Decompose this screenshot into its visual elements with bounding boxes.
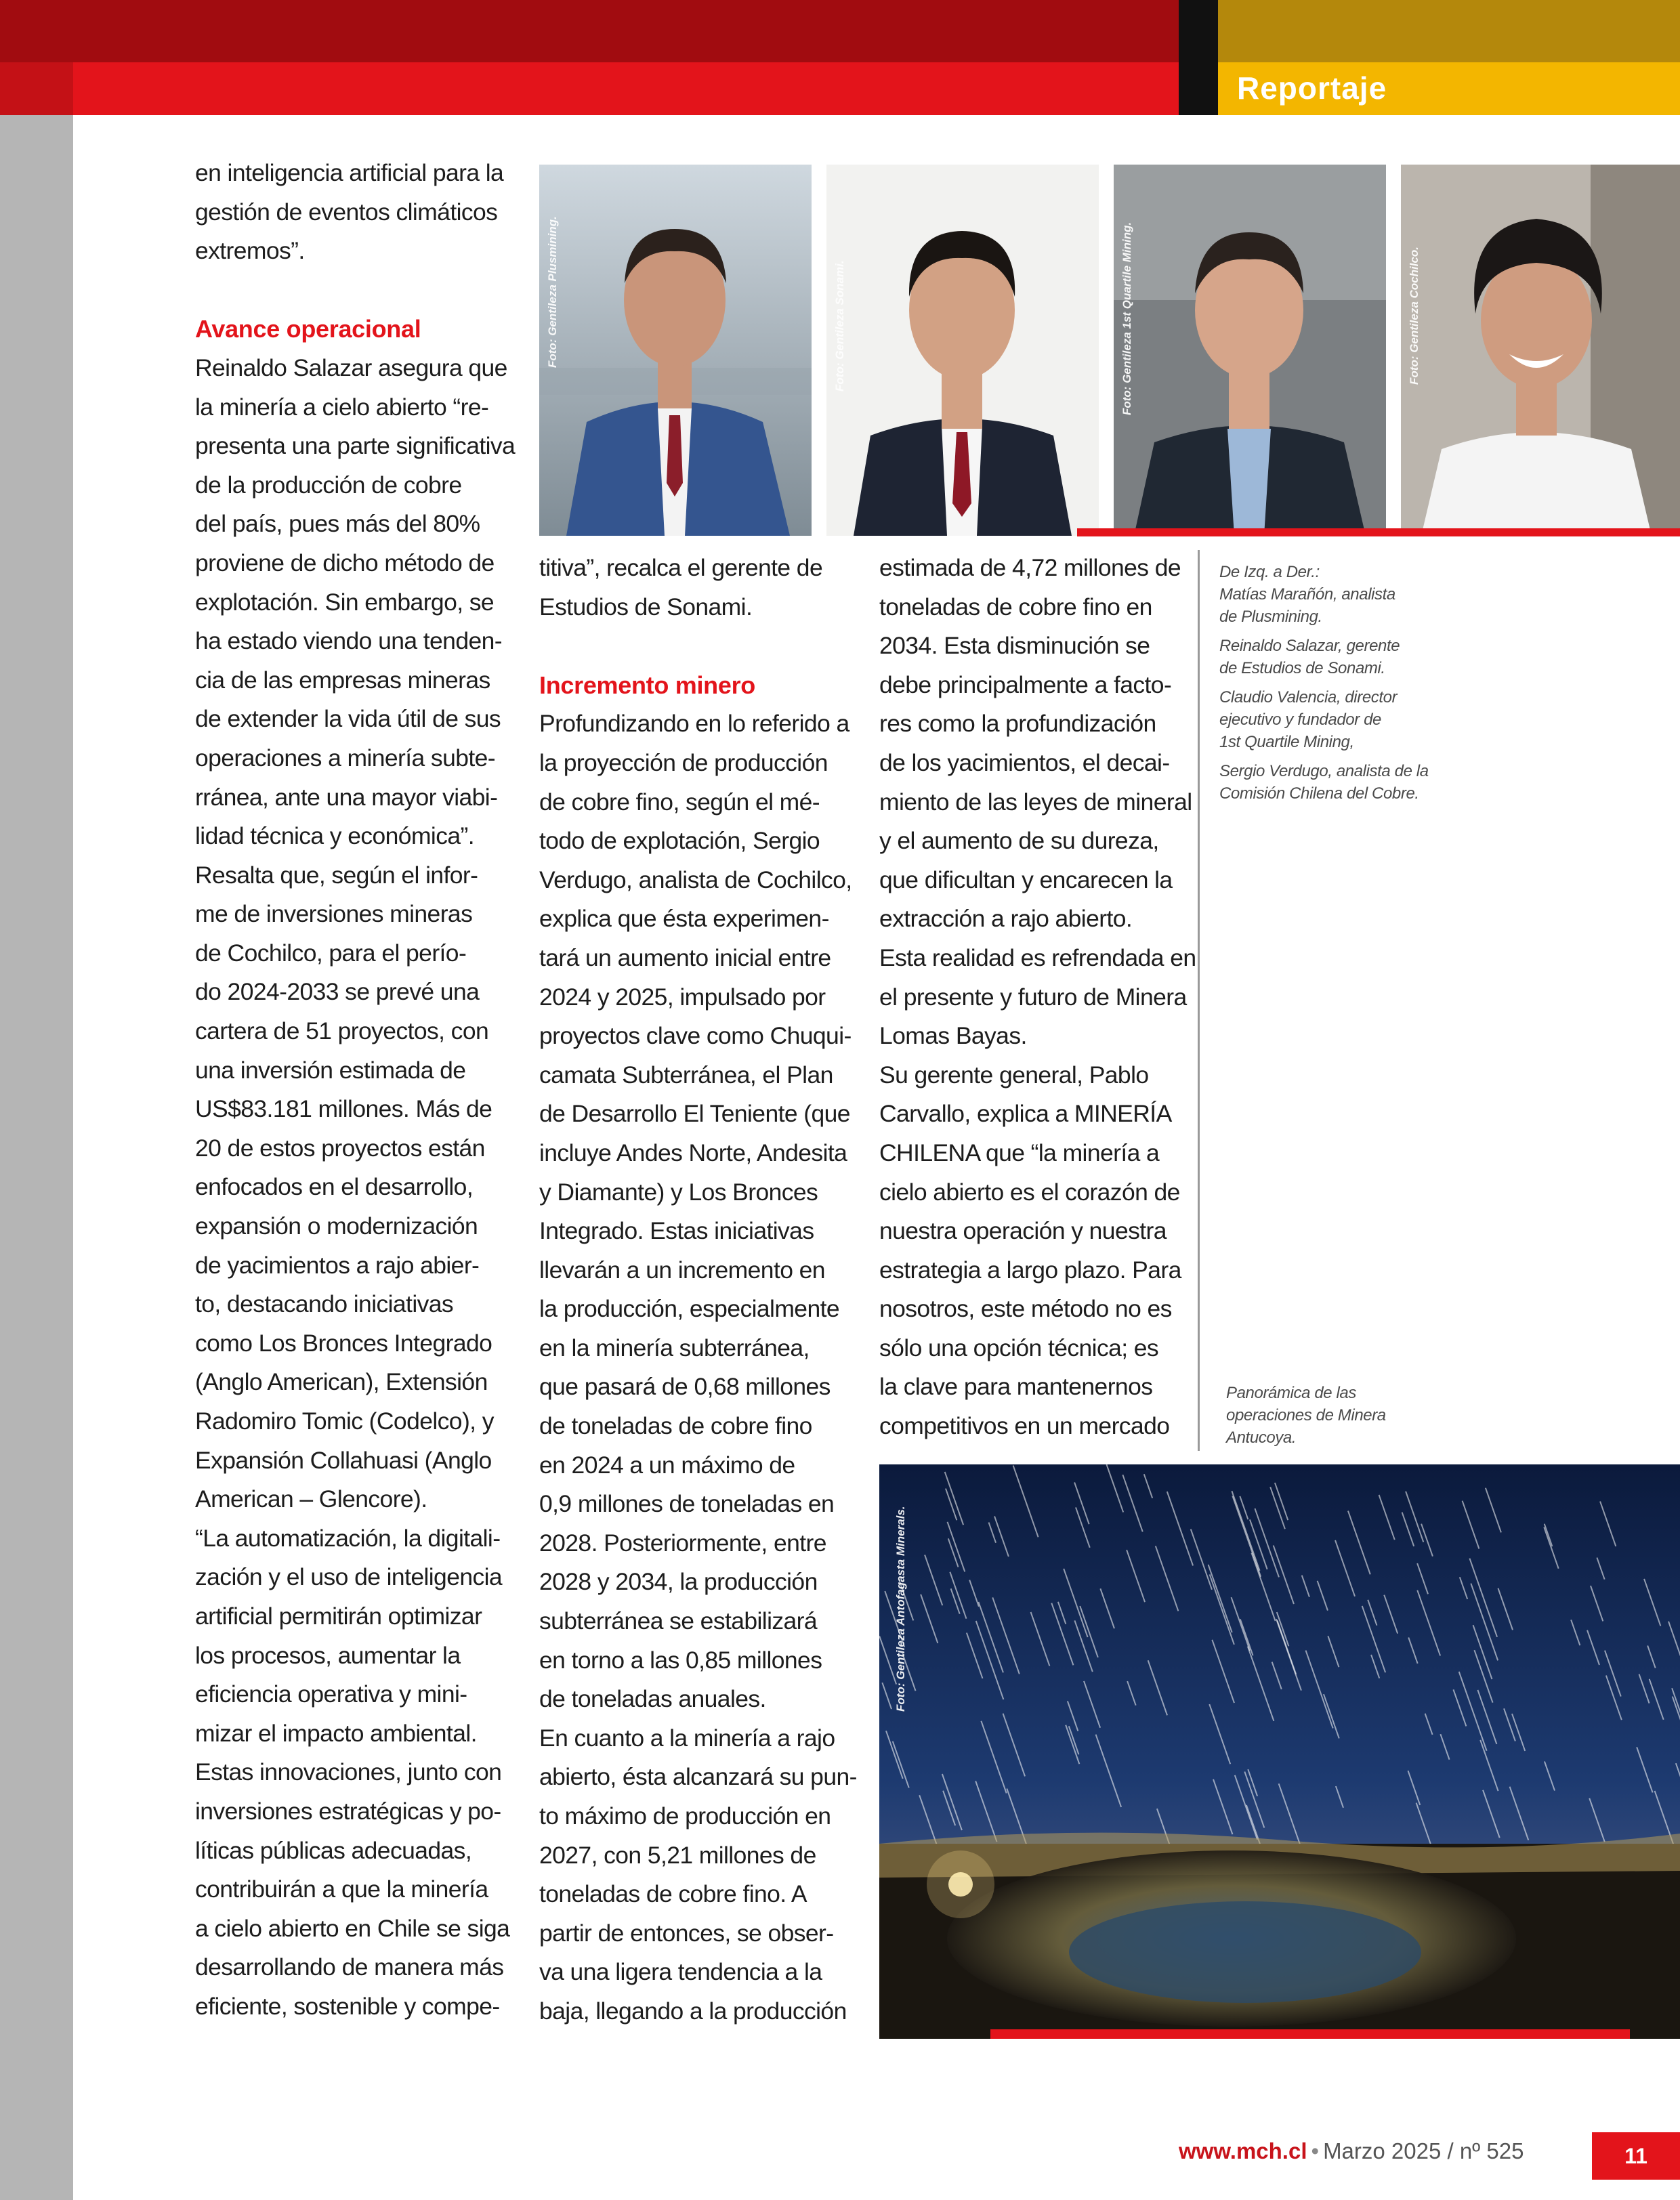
body-text-line: 2028. Posteriormente, entre: [539, 1529, 826, 1557]
body-text-line: Expansión Collahuasi (Anglo: [195, 1446, 492, 1474]
col2-intro: [539, 549, 844, 627]
page-number: 11: [1592, 2132, 1680, 2180]
body-text-line: la producción, especialmente: [539, 1295, 840, 1323]
body-text-line: en torno a las 0,85 millones: [539, 1646, 822, 1674]
header-bar-dark: [0, 0, 1179, 62]
section-label: Reportaje: [1237, 70, 1387, 106]
body-text-line: inversiones estratégicas y po-: [195, 1797, 501, 1825]
body-text-line: titiva”, recalca el gerente de: [539, 554, 823, 581]
body-text-line: toneladas de cobre fino en: [879, 593, 1152, 620]
body-text-line: incluye Andes Norte, Andesita: [539, 1139, 847, 1166]
left-frame: [0, 62, 73, 2200]
body-text-line: enfocados en el desarrollo,: [195, 1173, 474, 1201]
body-text-line: Resalta que, según el infor-: [195, 861, 478, 889]
body-text-line: nosotros, este método no es: [879, 1295, 1172, 1323]
body-text-line: de toneladas de cobre fino: [539, 1412, 812, 1440]
body-text-line: de la producción de cobre: [195, 471, 462, 499]
body-text-line: to máximo de producción en: [539, 1802, 831, 1829]
col2-body: [539, 704, 857, 2031]
body-text-line: expansión o modernización: [195, 1212, 478, 1240]
caption-people: [1219, 561, 1429, 811]
body-text-line: res como la profundización: [879, 710, 1156, 738]
heading-avance-operacional: Avance operacional: [195, 315, 421, 343]
footer-issue: Marzo 2025 / nº 525: [1323, 2138, 1524, 2163]
body-text-line: desarrollando de manera más: [195, 1953, 504, 1981]
body-text-line: explica que ésta experimen-: [539, 905, 829, 933]
body-text-line: eficiencia operativa y mini-: [195, 1680, 467, 1708]
body-text-line: me de inversiones mineras: [195, 900, 473, 928]
body-text-line: estimada de 4,72 millones de: [879, 554, 1181, 581]
photo-credit: Foto: Gentileza Plusmining.: [546, 216, 559, 368]
body-text-line: abierto, ésta alcanzará su pun-: [539, 1763, 857, 1791]
caption-mine: [1226, 1382, 1386, 1449]
body-text-line: el presente y futuro de Minera: [879, 983, 1187, 1011]
caption-divider: [1198, 550, 1200, 1451]
body-text-line: rránea, ante una mayor viabi-: [195, 783, 498, 811]
body-text-line: de extender la vida útil de sus: [195, 705, 501, 733]
body-text-line: En cuanto a la minería a rajo: [539, 1724, 835, 1752]
text-column-1: [195, 154, 516, 2027]
body-text-line: Estas innovaciones, junto con: [195, 1758, 502, 1786]
body-text-line: que dificultan y encarecen la: [879, 866, 1173, 893]
header-bar-gold: [1218, 0, 1680, 62]
body-text-line: Radomiro Tomic (Codelco), y: [195, 1408, 494, 1435]
caption-entry: Sergio Verdugo, analista de la Comisión Chilena del Cobre.: [1219, 762, 1429, 803]
body-text-line: competitivos en un mercado: [879, 1412, 1170, 1440]
photo-credit: Foto: Gentileza 1st Quartile Mining.: [1120, 221, 1133, 415]
body-text-line: subterránea se estabilizará: [539, 1607, 818, 1635]
body-text-line: Lomas Bayas.: [879, 1022, 1027, 1050]
body-text-line: proyectos clave como Chuqui-: [539, 1022, 852, 1050]
body-text-line: toneladas de cobre fino. A: [539, 1880, 807, 1908]
portrait-photo-quartile: [1114, 165, 1386, 536]
body-text-line: presenta una parte significativa: [195, 432, 516, 460]
text-column-3: [879, 549, 1196, 1446]
body-text-line: los procesos, aumentar la: [195, 1641, 461, 1669]
caption-line: Antucoya.: [1226, 1429, 1297, 1447]
body-text-line: todo de explotación, Sergio: [539, 827, 820, 855]
body-text-line: de yacimientos a rajo abier-: [195, 1251, 480, 1279]
body-text-line: Profundizando en lo referido a: [539, 710, 849, 738]
body-text-line: 20 de estos proyectos están: [195, 1134, 485, 1162]
body-text-line: en la minería subterránea,: [539, 1334, 810, 1361]
body-text-line: Esta realidad es refrendada en: [879, 944, 1196, 971]
photo-credit: Foto: Gentileza Cochilco.: [1408, 246, 1421, 385]
body-text-line: y Diamante) y Los Bronces: [539, 1178, 818, 1206]
body-text-line: sólo una opción técnica; es: [879, 1334, 1159, 1361]
body-text-line: 2034. Esta disminución se: [879, 632, 1150, 660]
col1-body: [195, 349, 516, 2027]
body-text-line: una inversión estimada de: [195, 1056, 466, 1084]
body-text-line: y el aumento de su dureza,: [879, 827, 1159, 855]
body-text-line: nuestra operación y nuestra: [879, 1217, 1167, 1245]
body-text-line: cartera de 51 proyectos, con: [195, 1017, 489, 1045]
caption-entry: De Izq. a Der.: Matías Marañón, analista de Plusmining.: [1219, 563, 1395, 626]
body-text-line: baja, llegando a la producción: [539, 1997, 847, 2025]
col3-body: [879, 549, 1196, 1446]
photo-credit: Foto: Gentileza Antofagasta Minerals.: [894, 1506, 907, 1712]
mine-night-photo: [879, 1464, 1680, 2039]
body-text-line: tará un aumento inicial entre: [539, 944, 831, 971]
body-text-line: Verdugo, analista de Cochilco,: [539, 866, 852, 893]
body-text-line: eficiente, sostenible y compe-: [195, 1992, 500, 2020]
body-text-line: como Los Bronces Integrado: [195, 1329, 492, 1357]
body-text-line: to, destacando iniciativas: [195, 1290, 454, 1318]
footer: [1179, 2136, 1524, 2167]
body-text-line: debe principalmente a facto-: [879, 671, 1172, 698]
body-text-line: Integrado. Estas iniciativas: [539, 1217, 814, 1245]
body-text-line: extracción a rajo abierto.: [879, 905, 1133, 933]
body-text-line: 2028 y 2034, la producción: [539, 1568, 818, 1596]
caption-entry: Claudio Valencia, director ejecutivo y fundador de 1st Quartile Mining,: [1219, 688, 1398, 751]
body-text-line: 2027, con 5,21 millones de: [539, 1841, 816, 1869]
body-text-line: de cobre fino, según el mé-: [539, 788, 820, 816]
body-text-line: ha estado viendo una tenden-: [195, 627, 502, 655]
text-column-2: [539, 549, 857, 2031]
body-text-line: proviene de dicho método de: [195, 549, 495, 576]
body-text-line: cielo abierto es el corazón de: [879, 1178, 1180, 1206]
caption-entry: Reinaldo Salazar, gerente de Estudios de Sonami.: [1219, 637, 1400, 677]
body-text-line: Su gerente general, Pablo: [879, 1061, 1149, 1088]
body-text-line: la clave para mantenernos: [879, 1373, 1153, 1401]
body-text-line: Reinaldo Salazar asegura que: [195, 354, 507, 381]
body-text-line: lidad técnica y económica”.: [195, 822, 474, 850]
body-text-line: a cielo abierto en Chile se siga: [195, 1914, 510, 1942]
body-text-line: estrategia a largo plazo. Para: [879, 1256, 1181, 1284]
photo-credit: Foto: Gentileza Sonami.: [833, 260, 846, 392]
mine-photo-red-rule: [990, 2029, 1630, 2039]
header-bar-red: [73, 62, 1179, 115]
body-text-line: de Cochilco, para el perío-: [195, 939, 467, 967]
body-text-line: contribuirán a que la minería: [195, 1876, 488, 1903]
body-text-line: do 2024-2033 se prevé una: [195, 978, 480, 1006]
body-text-line: gestión de eventos climáticos: [195, 198, 498, 226]
body-text-line: llevarán a un incremento en: [539, 1256, 825, 1284]
body-text-line: “La automatización, la digitali-: [195, 1524, 501, 1552]
body-text-line: Carvallo, explica a MINERÍA: [879, 1100, 1172, 1128]
body-text-line: zación y el uso de inteligencia: [195, 1563, 503, 1591]
body-text-line: del país, pues más del 80%: [195, 510, 480, 538]
body-text-line: va una ligera tendencia a la: [539, 1958, 822, 1986]
left-frame-top: [0, 62, 73, 115]
body-text-line: extremos”.: [195, 237, 305, 265]
body-text-line: artificial permitirán optimizar: [195, 1602, 482, 1630]
body-text-line: 2024 y 2025, impulsado por: [539, 983, 826, 1011]
body-text-line: de toneladas anuales.: [539, 1685, 766, 1713]
body-text-line: que pasará de 0,68 millones: [539, 1373, 831, 1401]
body-text-line: partir de entonces, se obser-: [539, 1919, 834, 1947]
portrait-photo-sonami: [826, 165, 1099, 536]
heading-incremento-minero: Incremento minero: [539, 671, 755, 699]
body-text-line: explotación. Sin embargo, se: [195, 588, 495, 616]
body-text-line: CHILENA que “la minería a: [879, 1139, 1160, 1166]
header-bar-black: [1179, 0, 1218, 115]
caption-line: operaciones de Minera: [1226, 1406, 1386, 1424]
body-text-line: de Desarrollo El Teniente (que: [539, 1100, 850, 1128]
footer-separator: •: [1311, 2138, 1320, 2163]
body-text-line: American – Glencore).: [195, 1485, 427, 1513]
portrait-photo-cochilco: [1401, 165, 1680, 536]
portrait-photo-plusmining: [539, 165, 812, 536]
body-text-line: Estudios de Sonami.: [539, 593, 753, 620]
photos-red-rule: [1077, 528, 1680, 536]
body-text-line: líticas públicas adecuadas,: [195, 1836, 472, 1864]
body-text-line: (Anglo American), Extensión: [195, 1368, 488, 1396]
body-text-line: la proyección de producción: [539, 748, 828, 776]
footer-site-link[interactable]: www.mch.cl: [1179, 2138, 1307, 2163]
body-text-line: de los yacimientos, el decai-: [879, 748, 1170, 776]
caption-line: Panorámica de las: [1226, 1384, 1356, 1402]
body-text-line: 0,9 millones de toneladas en: [539, 1490, 835, 1518]
body-text-line: cia de las empresas mineras: [195, 666, 490, 694]
body-text-line: mizar el impacto ambiental.: [195, 1719, 477, 1747]
body-text-line: en inteligencia artificial para la: [195, 159, 504, 186]
body-text-line: la minería a cielo abierto “re-: [195, 393, 489, 421]
body-text-line: operaciones a minería subte-: [195, 744, 495, 771]
body-text-line: en 2024 a un máximo de: [539, 1451, 795, 1479]
body-text-line: camata Subterránea, el Plan: [539, 1061, 833, 1088]
col1-intro: [195, 154, 507, 271]
body-text-line: miento de las leyes de mineral: [879, 788, 1192, 816]
body-text-line: US$83.181 millones. Más de: [195, 1095, 492, 1123]
